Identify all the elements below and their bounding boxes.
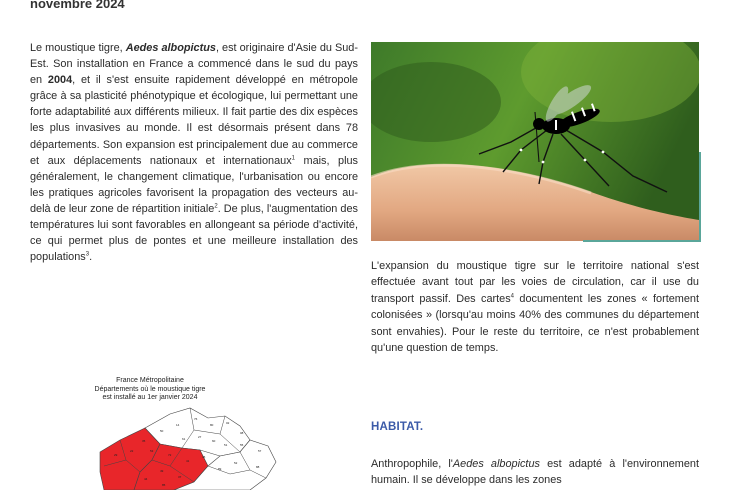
- svg-text:51: 51: [224, 443, 228, 447]
- mosquito-photo: [371, 42, 701, 242]
- svg-text:44: 44: [144, 477, 148, 481]
- expansion-text-2: documentent les zones « fortement colonisées » (lorsqu'au moins 40% des communes du département sont envahies). Pour le reste du territoire, ce n'est probablement qu'une question de temps.: [371, 292, 700, 355]
- photo-image: [371, 42, 699, 241]
- map-caption-line-2: Départements où le moustique tigre: [94, 385, 206, 393]
- issue-date: novembre 2024: [30, 0, 125, 11]
- year-highlight: 2004: [47, 74, 73, 87]
- svg-text:27: 27: [198, 435, 202, 439]
- species-name: Aedes albopictus: [125, 42, 216, 54]
- footnote-ref-1[interactable]: 1: [291, 155, 295, 162]
- footnote-ref-3[interactable]: 3: [85, 251, 90, 258]
- intro-text-1: Le moustique tigre,: [30, 42, 126, 54]
- intro-text-5: . De plus, l'augmentation des températures lui sont favorables en allongeant sa période d'activité, ce qui permet plus de pontes et une meilleure installation des populations: [30, 202, 358, 264]
- svg-text:37: 37: [178, 475, 182, 479]
- france-departments-map: [90, 400, 320, 490]
- svg-text:72: 72: [168, 453, 172, 457]
- svg-text:53: 53: [150, 449, 154, 453]
- svg-text:08: 08: [240, 431, 244, 435]
- expansion-text-1: L'expansion du moustique tigre sur le territoire national s'est effectuée avant tout par les voies de circulation, car il use du transport passif. Des cartes: [371, 260, 699, 305]
- svg-text:60: 60: [212, 439, 216, 443]
- habitat-heading: HABITAT.: [371, 421, 424, 433]
- footnote-ref-4[interactable]: 4: [510, 293, 515, 300]
- svg-text:57: 57: [258, 449, 262, 453]
- svg-text:85: 85: [162, 483, 166, 487]
- svg-text:14: 14: [176, 423, 180, 427]
- svg-text:61: 61: [182, 437, 186, 441]
- habitat-text-1: Anthropophile, l': [371, 458, 453, 470]
- map-caption: [40, 377, 260, 403]
- svg-text:89: 89: [218, 467, 222, 471]
- habitat-text-2: est adapté à l'environnement humain. Il se développe dans les zones: [371, 458, 699, 487]
- svg-text:41: 41: [186, 459, 190, 463]
- intro-text-6: .: [89, 251, 93, 264]
- svg-text:02: 02: [226, 421, 230, 425]
- svg-text:52: 52: [234, 461, 238, 465]
- svg-text:29: 29: [114, 453, 118, 457]
- expansion-paragraph: [371, 258, 699, 356]
- intro-paragraph: [30, 40, 358, 265]
- svg-text:22: 22: [130, 449, 134, 453]
- photo-frame-accent: [699, 152, 701, 242]
- svg-text:55: 55: [240, 443, 244, 447]
- map-caption-line-3: est installé au 1er janvier 2024: [102, 394, 198, 402]
- svg-text:88: 88: [256, 465, 260, 469]
- photo-frame-accent-bottom: [583, 240, 701, 242]
- svg-text:49: 49: [160, 469, 164, 473]
- svg-text:76: 76: [194, 417, 198, 421]
- intro-text-3: , et il s'est ensuite rapidement développé en métropole grâce à sa plasticité phénotypique et écologique, lui permettant une forte adaptabilité aux différents milieux. Il fait partie des dix espèces les plus invasives au monde. Il est désormais présent dans 78 départements. Son expansion est principalement due au commerce et aux déplacements nationaux et internationaux: [30, 74, 358, 167]
- svg-text:80: 80: [210, 423, 214, 427]
- habitat-paragraph: [371, 456, 699, 489]
- habitat-species-name: Aedes albopictus: [452, 458, 540, 470]
- intro-text-2: , est originaire d'Asie du Sud-Est. Son installation en France a commencé dans le sud du pays en: [30, 42, 358, 87]
- svg-text:45: 45: [202, 455, 206, 459]
- svg-text:50: 50: [160, 429, 164, 433]
- svg-text:35: 35: [142, 439, 146, 443]
- footnote-ref-2[interactable]: 2: [214, 203, 218, 210]
- map-caption-line-1: France Métropolitaine: [116, 377, 184, 384]
- intro-text-4: mais, plus généralement, le changement climatique, l'urbanisation ou encore les pratiques agricoles favorisent la propagation des vecteurs au-delà de leur zone de répartition initiale: [30, 154, 358, 215]
